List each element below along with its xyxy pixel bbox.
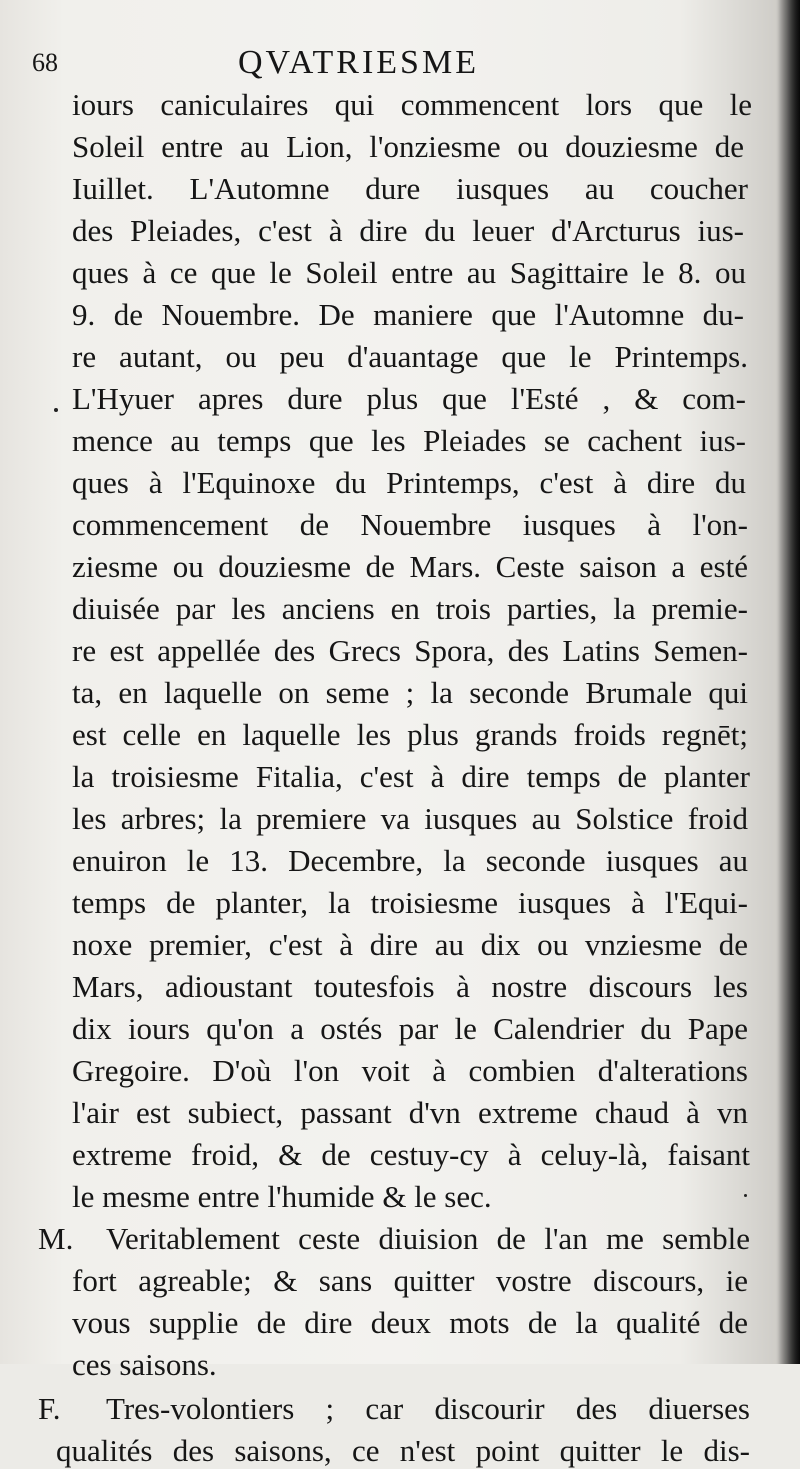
text-line: ques à ce que le Soleil entre au Sagittaire le 8. ou (72, 255, 746, 290)
text-line: 9. de Nouembre. De maniere que l'Automne du- (72, 297, 744, 332)
text-line: ta, en laquelle on seme ; la seconde Brumale qui (72, 675, 748, 710)
text-line: noxe premier, c'est à dire au dix ou vnziesme de (72, 927, 748, 962)
page-number: 68 (32, 48, 58, 77)
text-line: re est appellée des Grecs Spora, des Latins Semen- (72, 633, 748, 668)
text-line: extreme froid, & de cestuy-cy à celuy-là, faisant (72, 1137, 750, 1172)
text-line: ziesme ou douziesme de Mars. Ceste saison a esté (72, 549, 748, 584)
text-line: fort agreable; & sans quitter vostre discours, ie (72, 1263, 748, 1298)
text-line: Soleil entre au Lion, l'onziesme ou douziesme de (72, 129, 744, 164)
ink-speck (744, 1194, 747, 1197)
text-line: les arbres; la premiere va iusques au Solstice froid (72, 801, 748, 836)
speaker-label-f: F. (38, 1391, 61, 1426)
text-line: enuiron le 13. Decembre, la seconde iusques au (72, 843, 748, 878)
text-line: dix iours qu'on a ostés par le Calendrier du Pape (72, 1011, 748, 1046)
text-line: temps de planter, la troisiesme iusques à l'Equi- (72, 885, 748, 920)
text-line: la troisiesme Fitalia, c'est à dire temps de planter (72, 759, 750, 794)
text-line: Mars, adioustant toutesfois à nostre discours les (72, 969, 748, 1004)
ink-speck (54, 408, 58, 412)
running-head: QVATRIESME (238, 44, 479, 81)
text-line: qualités des saisons, ce n'est point quitter le dis- (56, 1433, 750, 1468)
page-edge-shadow (778, 0, 800, 1364)
text-line: commencement de Nouembre iusques à l'on- (72, 507, 748, 542)
text-line: Veritablement ceste diuision de l'an me semble (106, 1221, 750, 1256)
text-line: diuisée par les anciens en trois parties, la premie- (72, 591, 748, 626)
text-line: Iuillet. L'Automne dure iusques au coucher (72, 171, 748, 206)
text-line: vous supplie de dire deux mots de la qualité de (72, 1305, 748, 1340)
text-line: l'air est subiect, passant d'vn extreme chaud à vn (72, 1095, 748, 1130)
text-line: iours caniculaires qui commencent lors que le (72, 87, 752, 122)
speaker-label-m: M. (38, 1221, 74, 1256)
text-line: ces saisons. (72, 1347, 217, 1382)
text-line: le mesme entre l'humide & le sec. (72, 1179, 492, 1214)
text-line: Tres-volontiers ; car discourir des diuerses (106, 1391, 750, 1426)
text-line: ques à l'Equinoxe du Printemps, c'est à dire du (72, 465, 746, 500)
text-line: Gregoire. D'où l'on voit à combien d'alterations (72, 1053, 748, 1088)
page-header (0, 40, 800, 88)
text-line: des Pleiades, c'est à dire du leuer d'Arcturus ius- (72, 213, 744, 248)
text-line: re autant, ou peu d'auantage que le Printemps. (72, 339, 748, 374)
text-line: est celle en laquelle les plus grands froids regnēt; (72, 717, 748, 752)
text-line: L'Hyuer apres dure plus que l'Esté , & com- (72, 381, 746, 416)
text-line: mence au temps que les Pleiades se cachent ius- (72, 423, 746, 458)
